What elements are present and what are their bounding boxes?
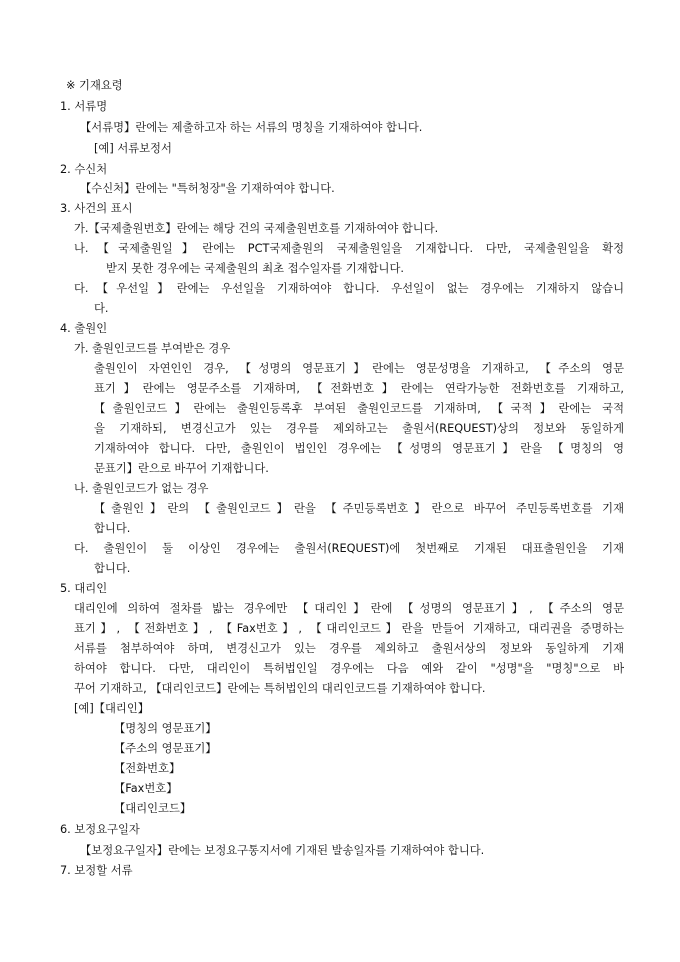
section-5-line: 서류를 첨부하여야 하며, 변경신고가 있는 경우를 제외하고 출원서상의 정보와 동일하게 기재: [74, 642, 624, 655]
section-3-na-line-2: 받지 못한 경우에는 국제출원의 최초 접수일자를 기재합니다.: [106, 262, 404, 275]
section-4-ga-line: 을 기재하되, 변경신고가 있는 경우를 제외하고는 출원서(REQUEST)상의 정보와 동일하게: [94, 422, 624, 435]
section-5-example: [예]【대리인】: [74, 702, 150, 715]
section-5-line: 표기】, 【전화번호】, 【Fax번호】, 【대리인코드】란을 만들어 기재하고, 대리권을 증명하는: [74, 622, 624, 635]
section-4-da-line-1: 다. 출원인이 둘 이상인 경우에는 출원서(REQUEST)에 첫번째로 기재된 대표출원인을 기재: [74, 542, 624, 555]
section-1-text: 【서류명】란에는 제출하고자 하는 서류의 명칭을 기재하여야 합니다.: [80, 121, 423, 134]
section-5-example-item: 【대리인코드】: [114, 802, 192, 815]
section-1-title: 1. 서류명: [60, 100, 108, 113]
section-4-ga-title: 가. 출원인코드를 부여받은 경우: [74, 342, 231, 355]
section-4-ga-line: 표기】란에는 영문주소를 기재하며, 【전화번호】란에는 연락가능한 전화번호를 기재하고,: [94, 382, 624, 395]
section-4-ga-line: 출원인이 자연인인 경우, 【성명의 영문표기】란에는 영문성명을 기재하고, 【주소의 영문: [94, 362, 624, 375]
section-5-example-item: 【명칭의 영문표기】: [114, 722, 217, 735]
section-5-example-item: 【전화번호】: [114, 762, 181, 775]
section-3-na-line-1: 나.【국제출원일】란에는 PCT국제출원의 국제출원일을 기재합니다. 다만, 국제출원일을 확정: [74, 242, 624, 255]
section-4-ga-line: 【출원인코드】란에는 출원인등록후 부여된 출원인코드를 기재하며, 【국적】란에는 국적: [94, 402, 624, 415]
section-5-example-item: 【주소의 영문표기】: [114, 742, 217, 755]
section-5-line: 대리인에 의하여 절차를 밟는 경우에만 【대리인】란에 【성명의 영문표기】, 【주소의 영문: [74, 602, 624, 615]
section-3-da-line-2: 다.: [94, 302, 109, 315]
section-1-example: [예] 서류보정서: [94, 142, 172, 155]
section-5-example-item: 【Fax번호】: [114, 782, 178, 795]
section-2-title: 2. 수신처: [60, 163, 108, 176]
section-4-ga-line: 기재하여야 합니다. 다만, 출원인이 법인인 경우에는 【성명의 영문표기】란을 【명칭의 영: [94, 442, 624, 455]
section-6-text: 【보정요구일자】란에는 보정요구통지서에 기재된 발송일자를 기재하여야 합니다.: [80, 844, 485, 857]
section-3-title: 3. 사건의 표시: [60, 202, 133, 215]
section-5-line: 하여야 합니다. 다만, 대리인이 특허법인일 경우에는 다음 예와 같이 "성명"을 "명칭"으로 바: [74, 662, 624, 675]
section-5-line: 꾸어 기재하고, 【대리인코드】란에는 특허법인의 대리인코드를 기재하여야 합니다.: [74, 682, 486, 695]
section-7-title: 7. 보정할 서류: [60, 864, 133, 877]
section-4-da-line-2: 합니다.: [94, 562, 131, 575]
heading: ※ 기재요령: [66, 79, 123, 92]
section-4-na-title: 나. 출원인코드가 없는 경우: [74, 482, 209, 495]
section-5-title: 5. 대리인: [60, 582, 108, 595]
section-3-da-line-1: 다.【우선일】란에는 우선일을 기재하여야 합니다. 우선일이 없는 경우에는 기재하지 않습니: [74, 282, 624, 295]
section-4-na-line: 합니다.: [94, 522, 131, 535]
section-3-ga: 가.【국제출원번호】란에는 해당 건의 국제출원번호를 기재하여야 합니다.: [74, 222, 439, 235]
section-4-ga-line: 문표기】란으로 바꾸어 기재합니다.: [94, 462, 269, 475]
section-2-text: 【수신처】란에는 "특허청장"을 기재하여야 합니다.: [80, 182, 335, 195]
section-4-na-line: 【출원인】란의 【출원인코드】란을 【주민등록번호】란으로 바꾸어 주민등록번호를 기재: [94, 502, 624, 515]
section-4-title: 4. 출원인: [60, 322, 108, 335]
section-6-title: 6. 보정요구일자: [60, 823, 140, 836]
